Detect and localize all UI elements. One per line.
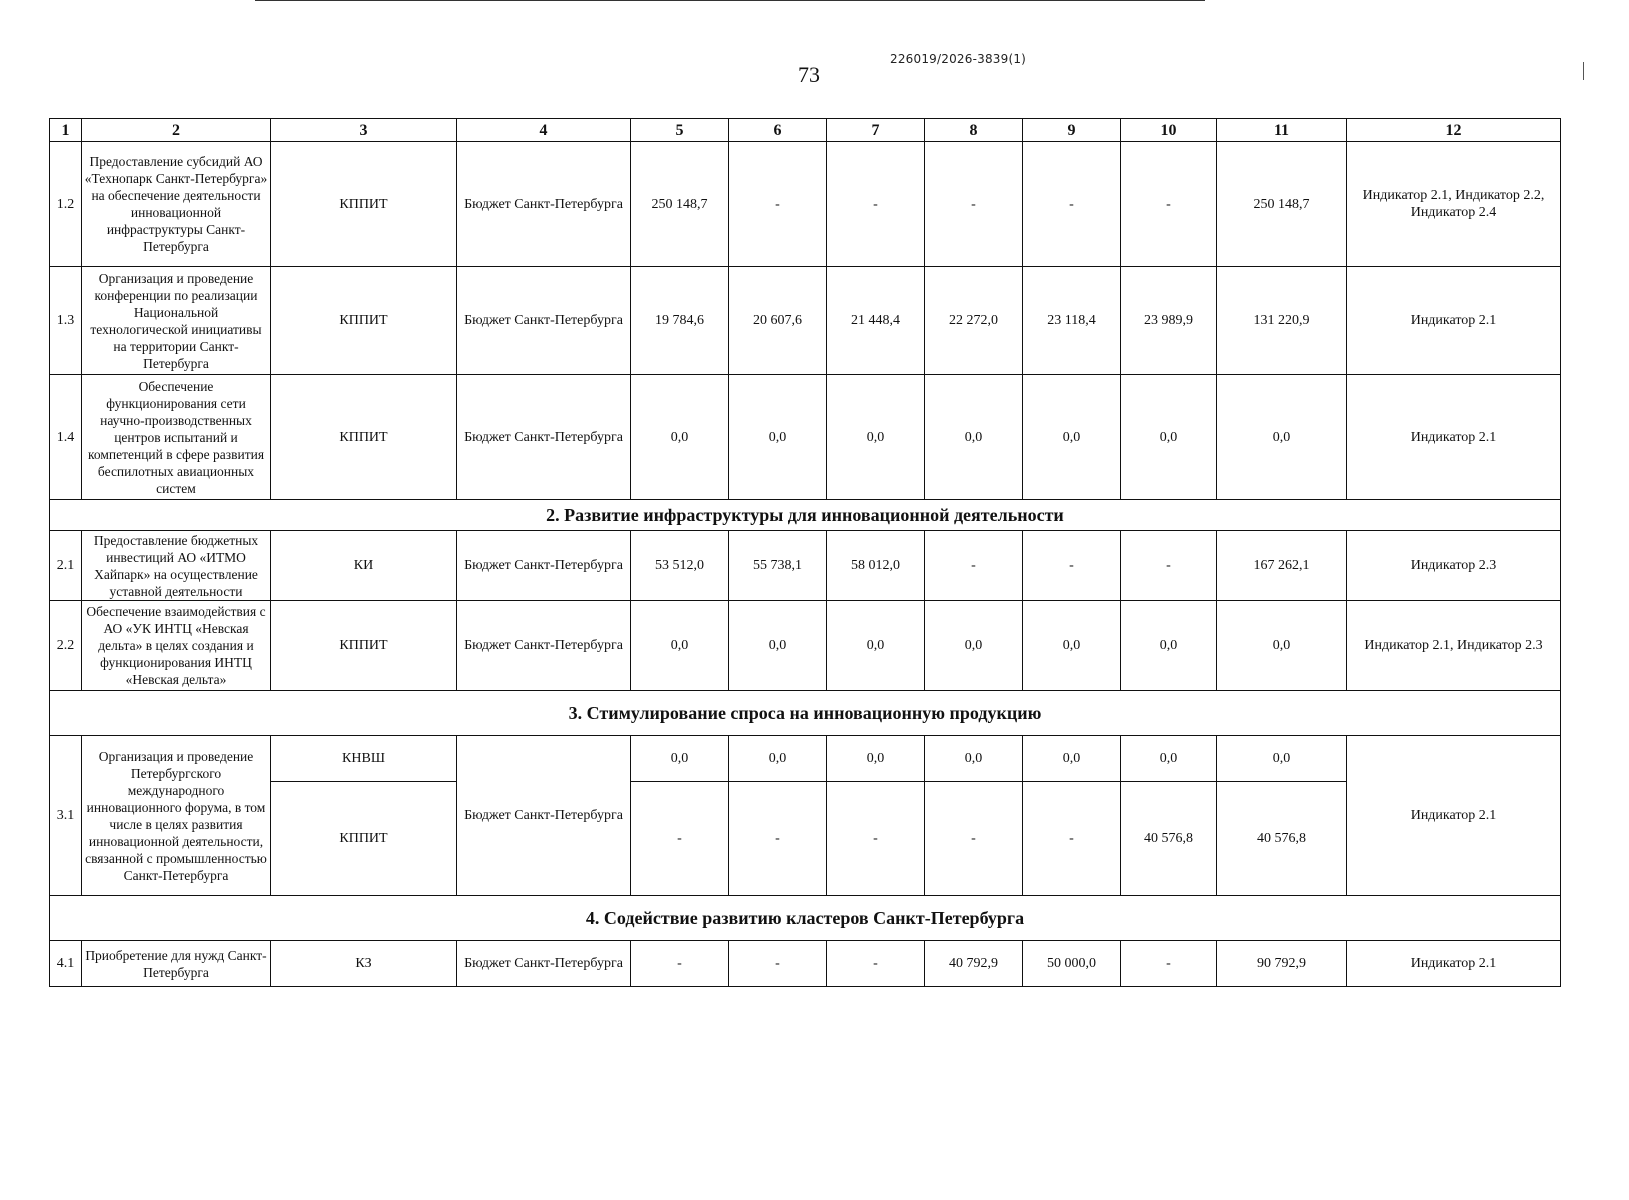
value-col-7: 58 012,0 [827,531,925,601]
row-number: 4.1 [50,941,82,987]
value-col-8: - [925,782,1023,896]
funding-source: Бюджет Санкт-Петербурга [457,375,631,500]
indicators: Индикатор 2.1 [1347,941,1561,987]
value-col-6: - [729,142,827,267]
column-header: 12 [1347,119,1561,142]
column-header: 9 [1023,119,1121,142]
section-row [50,500,1561,531]
value-col-5: 19 784,6 [631,267,729,375]
value-col-5: 53 512,0 [631,531,729,601]
responsible-executor: КППИТ [271,782,457,896]
column-header: 6 [729,119,827,142]
responsible-executor: КЗ [271,941,457,987]
column-header: 5 [631,119,729,142]
value-col-5: 0,0 [631,375,729,500]
value-col-11-total: 0,0 [1217,601,1347,691]
indicators: Индикатор 2.1 [1347,736,1561,896]
activity-description: Организация и проведение Петербургского международного инновационного форума, в том числе в целях развития инновационной деятельности, связанной с промышленностью Санкт-Петербурга [82,736,271,896]
value-col-10: 40 576,8 [1121,782,1217,896]
column-header: 1 [50,119,82,142]
responsible-executor: КППИТ [271,375,457,500]
value-col-6: 55 738,1 [729,531,827,601]
value-col-5: - [631,782,729,896]
row-number: 2.1 [50,531,82,601]
column-header: 10 [1121,119,1217,142]
funding-source: Бюджет Санкт-Петербурга [457,267,631,375]
value-col-5: 0,0 [631,736,729,782]
responsible-executor: КППИТ [271,601,457,691]
value-col-11-total: 0,0 [1217,736,1347,782]
header-row [50,119,1561,142]
value-col-10: - [1121,531,1217,601]
value-col-10: 0,0 [1121,375,1217,500]
indicators: Индикатор 2.1, Индикатор 2.3 [1347,601,1561,691]
value-col-8: 0,0 [925,736,1023,782]
program-activities-table [49,118,1561,987]
value-col-11-total: 40 576,8 [1217,782,1347,896]
value-col-6: 0,0 [729,736,827,782]
column-header: 7 [827,119,925,142]
responsible-executor: КНВШ [271,736,457,782]
value-col-10: 0,0 [1121,736,1217,782]
value-col-9: 50 000,0 [1023,941,1121,987]
section-title: 4. Содействие развитию кластеров Санкт-Петербурга [50,896,1561,941]
value-col-11-total: 167 262,1 [1217,531,1347,601]
funding-source: Бюджет Санкт-Петербурга [457,601,631,691]
document-code: 226019/2026-3839(1) [890,52,1027,66]
value-col-7: 0,0 [827,601,925,691]
value-col-9: 0,0 [1023,736,1121,782]
value-col-6: 20 607,6 [729,267,827,375]
value-col-9: - [1023,531,1121,601]
value-col-7: - [827,782,925,896]
column-header: 8 [925,119,1023,142]
column-header: 4 [457,119,631,142]
table-row [50,531,1561,601]
indicators: Индикатор 2.1 [1347,267,1561,375]
value-col-9: 0,0 [1023,601,1121,691]
value-col-9: 23 118,4 [1023,267,1121,375]
activity-description: Предоставление бюджетных инвестиций АО «ИТМО Хайпарк» на осуществление уставной деятельности [82,531,271,601]
activity-description: Приобретение для нужд Санкт-Петербурга [82,941,271,987]
value-col-7: - [827,142,925,267]
value-col-5: 0,0 [631,601,729,691]
funding-source: Бюджет Санкт-Петербурга [457,531,631,601]
table-row [50,142,1561,267]
scan-edge-line [255,0,1205,1]
value-col-7: 21 448,4 [827,267,925,375]
value-col-7: - [827,941,925,987]
value-col-5: 250 148,7 [631,142,729,267]
section-title: 2. Развитие инфраструктуры для инновационной деятельности [50,500,1561,531]
row-number: 3.1 [50,736,82,896]
column-header: 3 [271,119,457,142]
table-row [50,267,1561,375]
value-col-10: 0,0 [1121,601,1217,691]
value-col-11-total: 250 148,7 [1217,142,1347,267]
indicators: Индикатор 2.1, Индикатор 2.2, Индикатор 2.4 [1347,142,1561,267]
value-col-9: - [1023,142,1121,267]
value-col-5: - [631,941,729,987]
table-row [50,375,1561,500]
responsible-executor: КППИТ [271,142,457,267]
value-col-8: 0,0 [925,375,1023,500]
activity-description: Организация и проведение конференции по реализации Национальной технологической инициативы на территории Санкт-Петербурга [82,267,271,375]
value-col-10: - [1121,142,1217,267]
value-col-8: 0,0 [925,601,1023,691]
responsible-executor: КИ [271,531,457,601]
value-col-11-total: 90 792,9 [1217,941,1347,987]
table-row [50,601,1561,691]
row-number: 1.2 [50,142,82,267]
page-number: 73 [798,62,820,87]
column-header: 11 [1217,119,1347,142]
responsible-executor: КППИТ [271,267,457,375]
value-col-6: - [729,941,827,987]
row-number: 1.3 [50,267,82,375]
value-col-6: - [729,782,827,896]
value-col-6: 0,0 [729,375,827,500]
funding-source: Бюджет Санкт-Петербурга [457,142,631,267]
section-title: 3. Стимулирование спроса на инновационную продукцию [50,691,1561,736]
value-col-9: 0,0 [1023,375,1121,500]
table-row [50,782,1561,896]
column-header: 2 [82,119,271,142]
value-col-10: - [1121,941,1217,987]
value-col-8: - [925,531,1023,601]
section-row [50,691,1561,736]
value-col-11-total: 0,0 [1217,375,1347,500]
scan-margin-mark [1583,62,1584,80]
value-col-6: 0,0 [729,601,827,691]
funding-source: Бюджет Санкт-Петербурга [457,736,631,896]
indicators: Индикатор 2.1 [1347,375,1561,500]
row-number: 2.2 [50,601,82,691]
value-col-9: - [1023,782,1121,896]
table-row [50,941,1561,987]
table-row [50,736,1561,782]
section-row [50,896,1561,941]
value-col-7: 0,0 [827,375,925,500]
value-col-8: 22 272,0 [925,267,1023,375]
value-col-7: 0,0 [827,736,925,782]
funding-source: Бюджет Санкт-Петербурга [457,941,631,987]
value-col-8: 40 792,9 [925,941,1023,987]
activity-description: Обеспечение взаимодействия с АО «УК ИНТЦ «Невская дельта» в целях создания и функционирования ИНТЦ «Невская дельта» [82,601,271,691]
value-col-11-total: 131 220,9 [1217,267,1347,375]
activity-description: Обеспечение функционирования сети научно-производственных центров испытаний и компетенций в сфере развития беспилотных авиационных систем [82,375,271,500]
row-number: 1.4 [50,375,82,500]
value-col-8: - [925,142,1023,267]
indicators: Индикатор 2.3 [1347,531,1561,601]
activity-description: Предоставление субсидий АО «Технопарк Санкт-Петербурга» на обеспечение деятельности инновационной инфраструктуры Санкт-Петербурга [82,142,271,267]
value-col-10: 23 989,9 [1121,267,1217,375]
